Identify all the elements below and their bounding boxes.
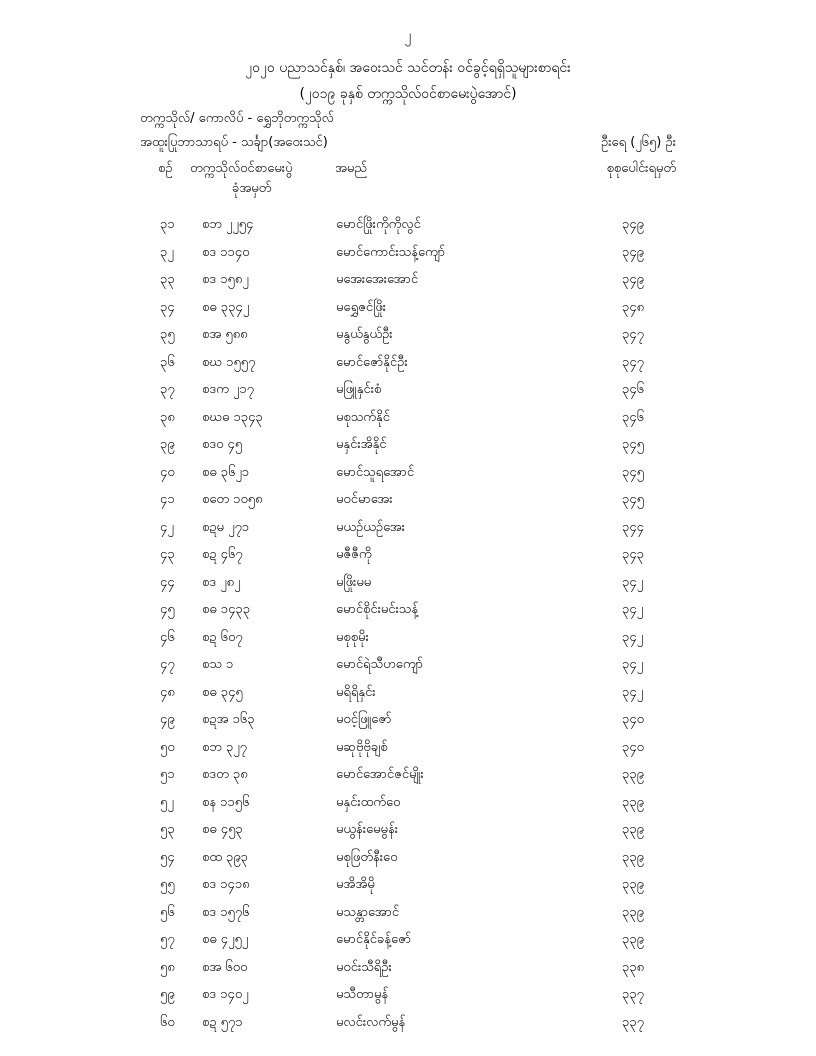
table-row xyxy=(0,707,816,735)
row-number: ၃၉ xyxy=(160,437,175,452)
table-row xyxy=(0,1010,816,1038)
seat-number: စဒက ၂၁၇ xyxy=(202,382,254,397)
student-name: မစုစုမိုး xyxy=(336,629,369,645)
row-number: ၄၆ xyxy=(160,629,175,645)
table-row xyxy=(0,295,816,323)
table-row xyxy=(0,762,816,790)
document-title: ၂၀၂၀ ပညာသင်နှစ်၊ အဝေးသင် သင်တန်း ဝင်ခွင့်ရရှိသူများစာရင်း xyxy=(245,60,571,76)
total-marks: ၃၄၉ xyxy=(622,217,644,232)
table-row xyxy=(0,872,816,900)
student-name: မောင်ဇော်နိုင်ဦး xyxy=(336,354,408,370)
student-name: မရိရိနှင်း xyxy=(336,684,376,700)
table-row xyxy=(0,432,816,460)
table-row xyxy=(0,735,816,763)
row-number: ၃၆ xyxy=(160,354,175,370)
student-name: မစုသက်နိုင် xyxy=(336,409,390,425)
student-name: မရွှေဇင်ဖြိုး xyxy=(336,299,387,315)
table-row xyxy=(0,515,816,543)
seat-number: စဒ ၁၄၁၈ xyxy=(202,877,250,892)
total-marks: ၃၄၅ xyxy=(622,437,644,452)
headcount-label: ဦးရေ (၂၆၅) ဦး xyxy=(601,135,676,150)
table-row xyxy=(0,405,816,433)
seat-number: စဓ ၃၄၅ xyxy=(202,684,243,700)
column-header-seat-sub: ခုံအမှတ် xyxy=(232,181,272,196)
student-name: မနွယ်နွယ်ဦး xyxy=(336,327,393,342)
table-row xyxy=(0,982,816,1010)
table-row xyxy=(0,240,816,268)
row-number: ၄၄ xyxy=(160,574,175,590)
student-name: မဇီဇီကို xyxy=(336,547,372,562)
total-marks: ၃၄၅ xyxy=(622,464,644,480)
row-number: ၃၃ xyxy=(160,272,175,287)
student-name: မစုဖြတ်နီးဝေ xyxy=(336,849,398,865)
seat-number: စန ၁၁၅၆ xyxy=(202,794,250,810)
seat-number: စဒ ၁၅၈၂ xyxy=(202,272,249,287)
total-marks: ၃၄၅ xyxy=(622,492,644,507)
row-number: ၄၁ xyxy=(160,492,175,507)
total-marks: ၃၃၉ xyxy=(622,904,644,920)
table-row xyxy=(0,460,816,488)
student-name: မအေးအေးအောင် xyxy=(336,272,419,287)
student-name: မောင်အောင်ဇင်မျိုး xyxy=(336,767,424,782)
row-number: ၅၅ xyxy=(160,877,175,892)
total-marks: ၃၃၇ xyxy=(622,987,644,1002)
row-number: ၃၇ xyxy=(160,382,175,397)
column-header-name: အမည် xyxy=(335,161,367,176)
seat-number: စဓ ၄၂၅၂ xyxy=(202,932,249,947)
column-header-no: စဉ် xyxy=(158,161,173,176)
seat-number: စထ ၃၉၃ xyxy=(202,849,248,865)
seat-number: စဒ ၁၅၇၆ xyxy=(202,904,250,920)
student-name: မောင်စိုင်းမင်းသန့် xyxy=(336,602,419,617)
total-marks: ၃၄၉ xyxy=(622,244,644,260)
row-number: ၄၅ xyxy=(160,602,175,617)
total-marks: ၃၄၉ xyxy=(622,272,644,287)
table-row xyxy=(0,900,816,928)
seat-number: စအ ၅၈၈ xyxy=(202,327,248,342)
subject-label: အထူးပြုဘာသာရပ် - သင်္ချာ(အဝေးသင်) xyxy=(140,135,328,150)
table-row xyxy=(0,597,816,625)
student-name: မောင်ရဲသီဟကျော် xyxy=(336,657,423,672)
student-name: မောင်နိုင်ခန့်ဇော် xyxy=(336,932,412,947)
student-name: မောင်ကောင်းသန့်ကျော် xyxy=(336,244,446,260)
seat-number: စဃ ၁၅၅၇ xyxy=(202,354,256,370)
row-number: ၃၁ xyxy=(160,217,175,232)
total-marks: ၃၃၉ xyxy=(622,794,644,810)
total-marks: ၃၃၇ xyxy=(622,1014,644,1030)
table-row xyxy=(0,680,816,708)
total-marks: ၃၃၉ xyxy=(622,877,644,892)
table-row xyxy=(0,652,816,680)
student-name: မဖြူနှင်းစံ xyxy=(336,382,382,397)
student-name: မောင်ဖြိုးကိုကိုလွင် xyxy=(336,217,421,232)
seat-number: စဓ ၄၅၃ xyxy=(202,822,243,837)
seat-number: စဍမ ၂၇၁ xyxy=(202,519,250,535)
seat-number: စဓ ၁၄၃၃ xyxy=(202,602,251,617)
row-number: ၅၀ xyxy=(160,739,175,755)
total-marks: ၃၄၇ xyxy=(622,327,644,342)
total-marks: ၃၄၄ xyxy=(622,519,644,535)
total-marks: ၃၄၂ xyxy=(622,574,644,590)
row-number: ၄၈ xyxy=(160,684,175,700)
column-header-seat: တက္ကသိုလ်ဝင်စာမေးပွဲ xyxy=(190,161,293,176)
table-row xyxy=(0,817,816,845)
column-header-marks: စုစုပေါင်းရမှတ် xyxy=(606,161,676,176)
seat-number: စဍအ ၁၆၃ xyxy=(202,712,255,727)
table-row xyxy=(0,927,816,955)
total-marks: ၃၄၀ xyxy=(622,739,644,755)
table-row xyxy=(0,955,816,983)
student-name: မယွန်းမေမွန်း xyxy=(336,822,399,837)
total-marks: ၃၃၉ xyxy=(622,849,644,865)
total-marks: ၃၄၂ xyxy=(622,657,644,672)
student-name: မောင်သူရအောင် xyxy=(336,464,415,480)
row-number: ၄၂ xyxy=(160,519,174,535)
student-name: မအိအိမို xyxy=(336,877,375,892)
total-marks: ၃၄၃ xyxy=(622,547,644,562)
table-row xyxy=(0,570,816,598)
student-name: မဝင့်ဖြူဇော် xyxy=(336,712,392,727)
row-number: ၄၃ xyxy=(160,547,175,562)
table-row xyxy=(0,212,816,240)
seat-number: စဍ ၅၇၁ xyxy=(202,1014,243,1030)
table-row xyxy=(0,267,816,295)
seat-number: စဘ ၃၂၇ xyxy=(202,739,247,755)
row-number: ၃၂ xyxy=(160,244,174,260)
student-name: မဆုဗိုဗိုချစ် xyxy=(336,739,388,755)
row-number: ၅၁ xyxy=(160,767,175,782)
student-name: မဝင်းသီရိဦး xyxy=(336,959,392,975)
seat-number: စဓ ၃၆၂၁ xyxy=(202,464,250,480)
row-number: ၃၅ xyxy=(160,327,175,342)
table-row xyxy=(0,845,816,873)
total-marks: ၃၄၂ xyxy=(622,602,644,617)
table-row xyxy=(0,350,816,378)
document-subtitle: (၂၀၁၉ ခုနှစ် တက္ကသိုလ်ဝင်စာမေးပွဲအောင်) xyxy=(299,86,517,102)
seat-number: စဘ ၂၂၅၄ xyxy=(202,217,254,232)
row-number: ၆၀ xyxy=(160,1014,175,1030)
seat-number: စဍ ၄၆၇ xyxy=(202,547,243,562)
student-name: မသန္တာအောင် xyxy=(336,904,400,920)
row-number: ၅၉ xyxy=(160,987,175,1002)
student-name: မလင်းလက်မွန် xyxy=(336,1014,406,1030)
total-marks: ၃၄၇ xyxy=(622,354,644,370)
university-label: တက္ကသိုလ်/ ကောလိပ် - ရွှေဘိုတက္ကသိုလ် xyxy=(140,111,334,126)
table-row xyxy=(0,542,816,570)
seat-number: စဒတ ၃၈ xyxy=(202,767,248,782)
table-row xyxy=(0,625,816,653)
student-name: မသီတာမွန် xyxy=(336,987,389,1002)
row-number: ၄၀ xyxy=(160,464,175,480)
page-number: ၂ xyxy=(404,28,412,44)
total-marks: ၃၃၉ xyxy=(622,932,644,947)
table-row xyxy=(0,322,816,350)
table-row xyxy=(0,377,816,405)
row-number: ၅၄ xyxy=(160,849,175,865)
seat-number: စဒ ၂၈၂ xyxy=(202,574,241,590)
total-marks: ၃၄၆ xyxy=(622,409,644,425)
total-marks: ၃၃၉ xyxy=(622,822,644,837)
student-name: မနှင်းအိနိုင် xyxy=(336,437,387,452)
seat-number: စဒဝ ၄၅ xyxy=(202,437,243,452)
seat-number: စအ ၆၀၀ xyxy=(202,959,248,975)
seat-number: စတေ ၁၀၅၈ xyxy=(202,492,263,507)
seat-number: စဃဓ ၁၃၄၃ xyxy=(202,409,263,425)
student-name: မဝင်မာအေး xyxy=(336,492,393,507)
row-number: ၄၇ xyxy=(160,657,175,672)
total-marks: ၃၄၂ xyxy=(622,629,644,645)
row-number: ၄၉ xyxy=(160,712,175,727)
total-marks: ၃၄၆ xyxy=(622,382,644,397)
total-marks: ၃၄၈ xyxy=(622,299,645,315)
table-row xyxy=(0,790,816,818)
table-row xyxy=(0,487,816,515)
results-list xyxy=(0,212,816,1037)
seat-number: စဒ ၁၄၀၂ xyxy=(202,987,249,1002)
total-marks: ၃၃၈ xyxy=(622,959,645,975)
row-number: ၅၆ xyxy=(160,904,175,920)
seat-number: စဍ ၆၀၇ xyxy=(202,629,243,645)
student-name: မယဉ်ယဉ်အေး xyxy=(336,519,405,535)
student-name: မနှင်းထက်ဝေ xyxy=(336,794,401,810)
seat-number: စဒ ၁၁၄၀ xyxy=(202,244,250,260)
row-number: ၃၈ xyxy=(160,409,175,425)
total-marks: ၃၄၀ xyxy=(622,712,644,727)
total-marks: ၃၄၂ xyxy=(622,684,644,700)
total-marks: ၃၃၉ xyxy=(622,767,644,782)
row-number: ၅၃ xyxy=(160,822,175,837)
row-number: ၃၄ xyxy=(160,299,175,315)
student-name: မဖြိုးမမ xyxy=(336,574,372,590)
seat-number: စသ ၁ xyxy=(202,657,234,672)
row-number: ၅၈ xyxy=(160,959,175,975)
seat-number: စဓ ၃၃၄၂ xyxy=(202,299,250,315)
row-number: ၅၇ xyxy=(160,932,175,947)
row-number: ၅၂ xyxy=(160,794,174,810)
